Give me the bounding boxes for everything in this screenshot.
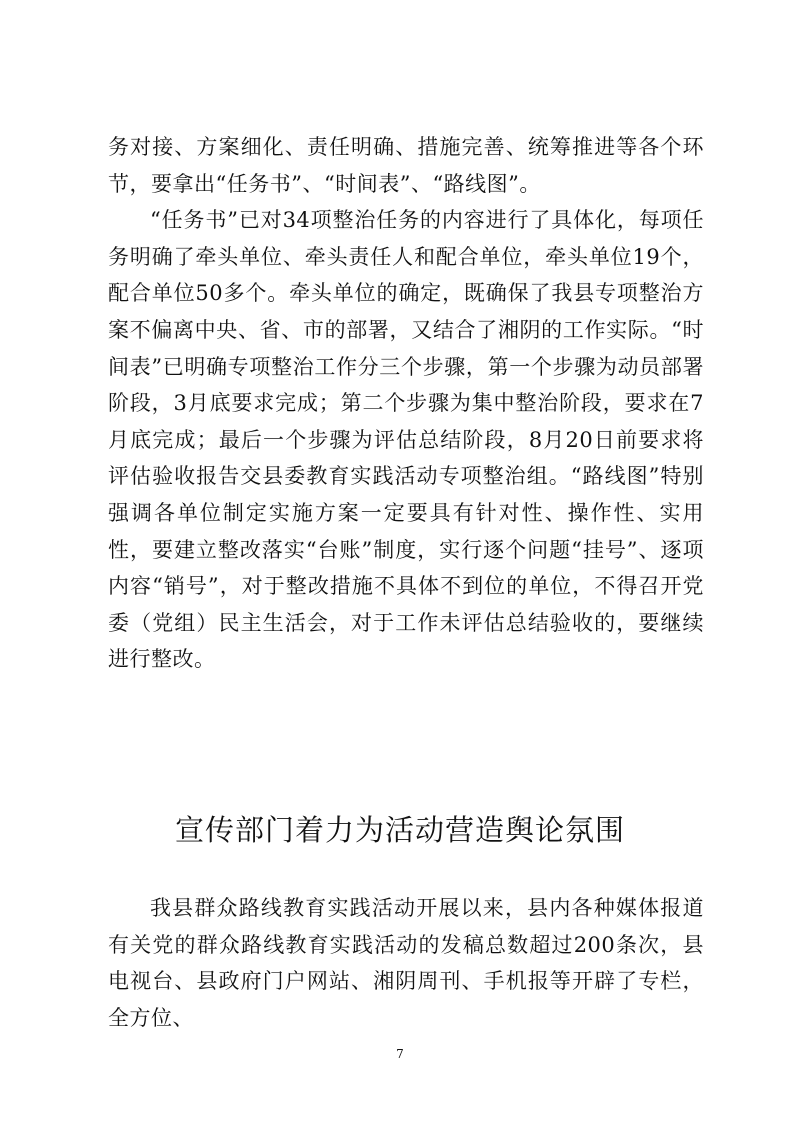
paragraph-continuation: 务对接、方案细化、责任明确、措施完善、统筹推进等各个环节，要拿出“任务书”、“时间表”、“路线图”。 xyxy=(108,135,704,196)
paragraph-publicity: 我县群众路线教育实践活动开展以来，县内各种媒体报道有关党的群众路线教育实践活动的发稿总数超过200条次，县电视台、县政府门户网站、湘阴周刊、手机报等开辟了专栏，全方位、 xyxy=(108,896,704,1030)
body-text-section-2 xyxy=(108,890,704,1036)
section-heading: 宣传部门着力为活动营造舆论氛围 xyxy=(174,813,625,847)
body-text-section-1 xyxy=(108,129,704,678)
page-number: 7 xyxy=(396,1047,404,1061)
paragraph-task-schedule-roadmap: “任务书”已对34项整治任务的内容进行了具体化，每项任务明确了牵头单位、牵头责任人和配合单位，牵头单位19个，配合单位50多个。牵头单位的确定，既确保了我县专项整治方案不偏离中央、省、市的部署，又结合了湘阴的工作实际。“时间表”已明确专项整治工作分三个步骤，第一个步骤为动员部署阶段，3月底要求完成；第二个步骤为集中整治阶段，要求在7月底完成；最后一个步骤为评估总结阶段，8月20日前要求将评估验收报告交县委教育实践活动专项整治组。“路线图”特别强调各单位制定实施方案一定要具有针对性、操作性、实用性，要建立整改落实“台账”制度，实行逐个问题“挂号”、逐项内容“销号”，对于整改措施不具体不到位的单位，不得召开党委（党组）民主生活会，对于工作未评估总结验收的，要继续进行整改。 xyxy=(108,208,704,672)
